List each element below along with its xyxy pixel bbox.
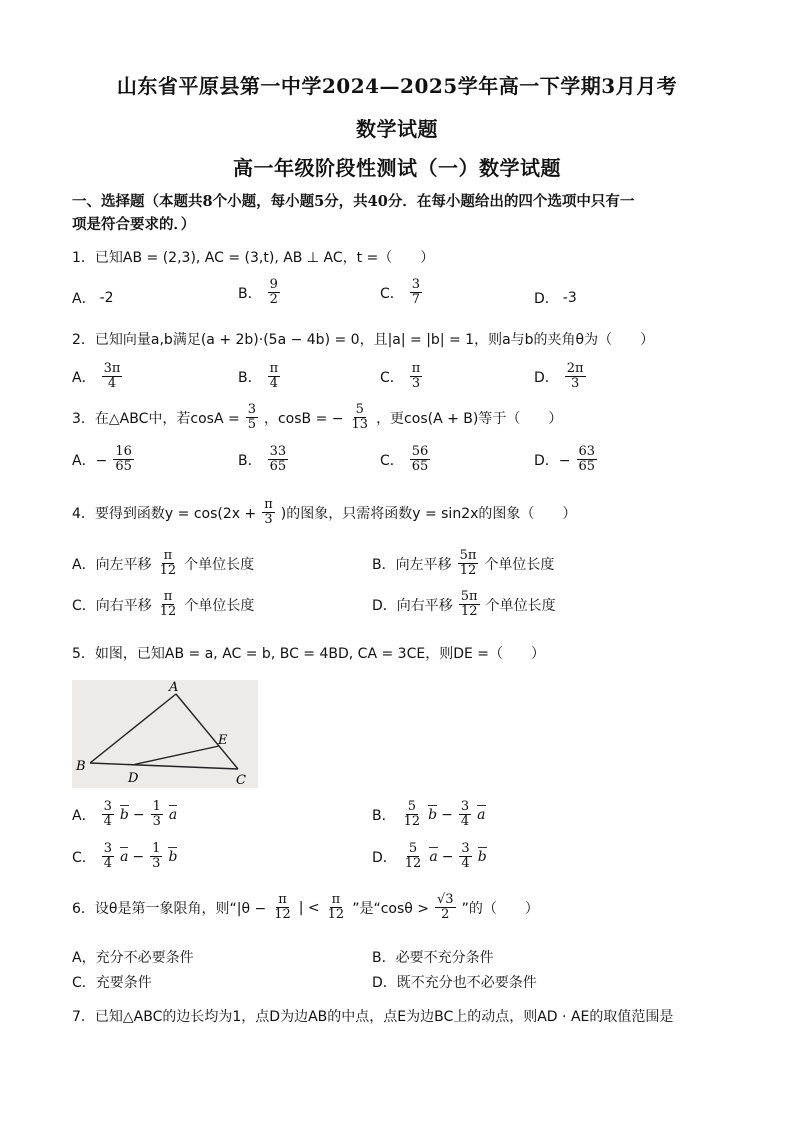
option-label: A．− (72, 452, 108, 469)
label-d: D (128, 771, 139, 786)
fraction (102, 362, 123, 392)
option-label: B．向左平移 (372, 556, 452, 573)
fraction-num: 56 (411, 444, 429, 459)
fraction-den: 12 (459, 563, 477, 579)
question-6-stem (72, 893, 539, 923)
question-2-stem: 2．已知向量a,b满足(a + 2b)·(5a − 4b) = 0，且|a| = |b| = 1，则a与b的夹角θ为（ ） (72, 332, 655, 348)
q5-option-c (72, 842, 177, 872)
q5-option-a (72, 800, 177, 830)
stem-part: ，cosB = − (263, 410, 344, 427)
q1-option-c (380, 278, 424, 308)
q5-option-b (372, 800, 486, 830)
fraction-den: 65 (269, 459, 287, 475)
fraction-den: 12 (274, 907, 291, 923)
fraction-den: 7 (411, 292, 421, 308)
option-label: B． (238, 369, 262, 386)
fraction-den: 3 (411, 376, 421, 392)
q5-option-d (372, 842, 487, 872)
question-4-stem (72, 498, 576, 528)
fraction-num: 3 (103, 841, 113, 856)
operator: − (441, 848, 454, 865)
q1-option-b (238, 278, 282, 308)
question-7-stem: 7．已知△ABC的边长均为1，点D为边AB的中点，点E为边BC上的动点，则AD · AE的取值范围是 (72, 1009, 674, 1025)
label-c: C (236, 773, 246, 788)
fraction (268, 362, 281, 392)
q3-option-a (72, 445, 136, 475)
stem-part: | < (298, 899, 320, 916)
fraction-num: 3 (411, 277, 421, 292)
option-label: C．向右平移 (72, 597, 152, 614)
option-label: A． (72, 807, 96, 824)
fraction (410, 445, 431, 475)
test-name: 高一年级阶段性测试（一）数学试题 (233, 156, 561, 180)
question-5-stem: 5．如图，已知AB = a, AC = b, BC = 4BD, CA = 3CE，则DE =（ ） (72, 646, 545, 662)
q4-option-a (72, 549, 254, 579)
vector: b (477, 848, 487, 865)
fraction-num: 16 (115, 444, 132, 459)
fraction (435, 893, 456, 923)
fraction-den: 12 (403, 814, 421, 830)
fraction-den: 12 (460, 604, 478, 620)
q4-option-b (372, 549, 554, 579)
fraction (410, 362, 423, 392)
fraction (262, 498, 275, 528)
option-label: C． (380, 369, 404, 386)
fraction-num: √3 (437, 892, 454, 907)
fraction-den: 4 (461, 856, 470, 872)
option-label: B． (238, 452, 262, 469)
vector: b (119, 806, 129, 823)
section-heading-line2: 项是符合要求的．） (72, 216, 196, 233)
option-suffix: 个单位长度 (484, 556, 555, 573)
fraction-num: 63 (578, 444, 596, 459)
label-b: B (76, 759, 86, 774)
fraction-den: 3 (264, 512, 273, 528)
fraction-den: 4 (269, 376, 279, 392)
fraction-num: 3 (247, 402, 256, 417)
question-1-stem: 1．已知AB = (2,3), AC = (3,t), AB ⊥ AC，t =（ ） (72, 250, 435, 266)
fraction-num: 5 (408, 841, 418, 856)
stem-part: ”是“cosθ > (352, 900, 430, 917)
q3-option-c (380, 445, 432, 475)
q4-option-c (72, 590, 254, 620)
q6-option-b: B．必要不充分条件 (372, 950, 494, 966)
operator: − (132, 806, 145, 823)
fraction-num: π (163, 589, 173, 604)
section-heading-line1: 一、选择题（本题共8个小题，每小题5分，共40分．在每小题给出的四个选项中只有一 (72, 193, 635, 210)
option-label: C． (380, 452, 404, 469)
fraction-num: 3 (103, 799, 112, 814)
vector: b (168, 848, 178, 865)
fraction-num: 9 (269, 277, 278, 292)
fraction-den: 65 (411, 459, 429, 475)
fraction (458, 549, 479, 579)
fraction-den: 4 (103, 856, 113, 872)
fraction (158, 549, 179, 579)
fraction-num: 3 (461, 841, 470, 856)
fraction (268, 445, 289, 475)
fraction-num: 5π (459, 548, 477, 563)
fraction-num: π (331, 892, 341, 907)
q2-option-c (380, 362, 424, 392)
option-value: -2 (99, 290, 114, 306)
fraction (565, 362, 586, 392)
fraction-den: 12 (159, 604, 177, 620)
stem-part: 4．要得到函数y = cos(2x + (72, 505, 257, 522)
fraction-den: 4 (107, 376, 117, 392)
fraction (326, 893, 347, 923)
stem-part: ，更cos(A + B)等于（ ） (376, 410, 563, 427)
fraction (459, 800, 471, 830)
fraction (268, 278, 280, 308)
fraction-den: 4 (103, 814, 112, 830)
fraction (272, 893, 293, 923)
vector: a (429, 848, 438, 865)
label-e: E (218, 733, 228, 748)
question-3-stem (72, 403, 562, 433)
fraction-num: 3π (103, 361, 121, 376)
fraction-den: 5 (247, 417, 256, 433)
fraction-den: 65 (578, 459, 596, 475)
option-label: A．向左平移 (72, 556, 152, 573)
fraction (459, 590, 480, 620)
stem-part: )的图象，只需将函数y = sin2x的图象（ ） (280, 505, 577, 522)
fraction (459, 842, 471, 872)
fraction-num: π (269, 361, 279, 376)
option-label: D．− (534, 452, 571, 469)
figure-background (72, 680, 258, 788)
fraction-num: π (278, 892, 287, 907)
fraction-den: 3 (152, 814, 161, 830)
fraction (402, 800, 423, 830)
operator: − (132, 848, 145, 865)
stem-part: 6．设θ是第一象限角，则“|θ − (72, 900, 267, 917)
option-label: C． (72, 849, 96, 866)
option-suffix: 个单位长度 (184, 556, 255, 573)
fraction (158, 590, 179, 620)
exam-title: 山东省平原县第一中学2024—2025学年高一下学期3月月考 (116, 74, 678, 98)
fraction-num: 5 (355, 402, 364, 417)
vector: a (168, 806, 178, 823)
fraction-den: 3 (571, 376, 580, 392)
q1-option-d (534, 288, 577, 308)
option-label: D． (534, 291, 559, 307)
fraction (403, 842, 424, 872)
option-label: D． (372, 849, 397, 866)
vector: a (120, 848, 129, 865)
fraction (102, 800, 114, 830)
triangle-diagram (72, 680, 258, 788)
fraction-den: 4 (460, 814, 470, 830)
q6-option-d: D．既不充分也不必要条件 (372, 975, 537, 991)
q2-option-d (534, 362, 588, 392)
q3-option-d (534, 445, 599, 475)
fraction-num: 33 (269, 444, 287, 459)
fraction (113, 445, 134, 475)
option-label: D．向右平移 (372, 597, 453, 614)
fraction-den: 2 (441, 907, 450, 923)
fraction (151, 800, 163, 830)
fraction-den: 13 (351, 417, 369, 433)
fraction-num: 1 (152, 799, 161, 814)
q2-option-b (238, 362, 282, 392)
option-label: D． (534, 369, 559, 386)
fraction-num: π (163, 548, 173, 563)
q6-option-a: A，充分不必要条件 (72, 950, 194, 966)
fraction-num: 2π (566, 361, 584, 376)
fraction-num: 5 (407, 799, 417, 814)
fraction-den: 12 (404, 856, 422, 872)
option-label: B． (372, 807, 396, 824)
option-value: -3 (562, 290, 577, 306)
fraction (577, 445, 598, 475)
fraction-num: π (411, 361, 421, 376)
exam-subtitle: 数学试题 (356, 117, 438, 141)
option-suffix: 个单位长度 (184, 597, 255, 614)
fraction-den: 12 (159, 563, 177, 579)
fraction (150, 842, 162, 872)
vector: b (428, 806, 438, 823)
fraction-den: 65 (115, 459, 132, 475)
fraction-den: 3 (152, 856, 161, 872)
fraction-num: π (264, 497, 273, 512)
option-label: B． (238, 285, 262, 302)
option-label: A． (72, 291, 96, 307)
fraction (350, 403, 371, 433)
q3-option-b (238, 445, 290, 475)
q4-option-d (372, 590, 556, 620)
vector: a (477, 806, 486, 823)
fraction-num: 1 (152, 841, 161, 856)
stem-part: ”的（ ） (461, 900, 539, 917)
fraction-den: 12 (327, 907, 345, 923)
fraction-num: 3 (460, 799, 470, 814)
fraction (102, 842, 114, 872)
fraction (410, 278, 422, 308)
label-a: A (169, 680, 179, 695)
fraction-den: 2 (269, 292, 278, 308)
option-label: C． (380, 285, 404, 302)
fraction (246, 403, 258, 433)
operator: − (441, 806, 453, 823)
fraction-num: 5π (460, 589, 478, 604)
q2-option-a (72, 362, 124, 392)
option-suffix: 个单位长度 (485, 597, 556, 614)
stem-part: 3．在△ABC中，若cosA = (72, 410, 240, 427)
option-label: A． (72, 369, 96, 386)
q1-option-a (72, 288, 114, 308)
q6-option-c: C．充要条件 (72, 975, 152, 991)
triangle-figure (72, 680, 258, 788)
